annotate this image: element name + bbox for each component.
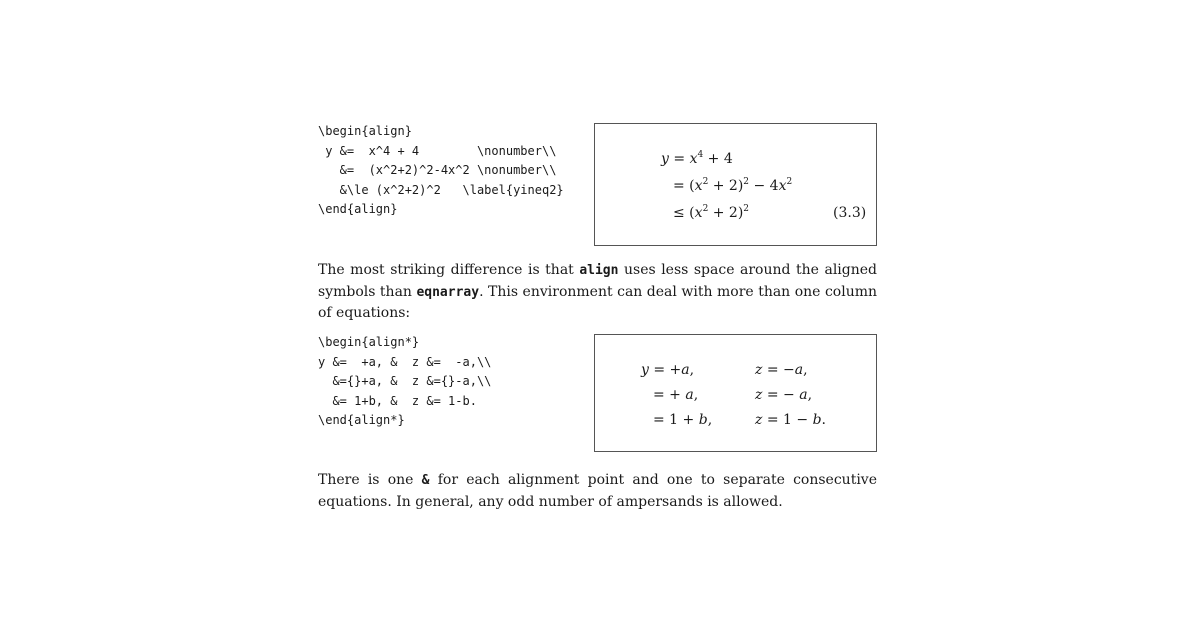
code-line: \end{align*}: [318, 413, 405, 427]
code-line: \begin{align*}: [318, 335, 420, 349]
body-paragraph-1: The most striking difference is that align uses less space around the aligned symbols than eqnarray. This environment can deal with more than one column of equations:: [318, 262, 878, 321]
code-line: \begin{align}: [318, 124, 412, 138]
equation-row-3-right: z = 1 − b.: [755, 412, 826, 428]
code-line: &={}+a, & z &={}-a,\\: [318, 374, 492, 388]
equation-row-2-right: z = − a,: [755, 387, 813, 403]
equation-line-1: $y = x^4 + 4$: [661, 150, 733, 167]
equation-row-1-left: y = +a,: [641, 362, 695, 378]
equation-row-3-left: = 1 + b,: [653, 412, 713, 428]
align-star-code-listing: [318, 333, 491, 431]
equation-number: (3.3): [833, 205, 867, 221]
align-rendered-output-box: [594, 123, 877, 246]
align-code-listing: [318, 122, 564, 220]
equation-line-2: = $(x^2 + 2)^2 - 4x^2$: [673, 177, 793, 194]
equation-row-1-right: z = −a,: [755, 362, 808, 378]
code-line: &= 1+b, & z &= 1-b.: [318, 393, 477, 408]
align-star-rendered-output-box: [594, 334, 877, 452]
code-line: \end{align}: [318, 202, 398, 216]
body-paragraph-2: There is one & for each alignment point and one to separate consecutive equations. In general, any odd number of ampersands is allowed.: [318, 472, 877, 510]
code-line: &\le (x^2+2)^2 \label{yineq2}: [318, 182, 564, 197]
equation-row-2-left: = + a,: [653, 387, 699, 403]
code-line: y &= x^4 + 4 \nonumber\\: [318, 143, 557, 158]
equation-line-3: ≤ $(x^2 + 2)^2$: [673, 204, 750, 221]
code-line: &= (x^2+2)^2-4x^2 \nonumber\\: [318, 163, 557, 177]
code-line: y &= +a, & z &= -a,\\: [318, 354, 492, 369]
